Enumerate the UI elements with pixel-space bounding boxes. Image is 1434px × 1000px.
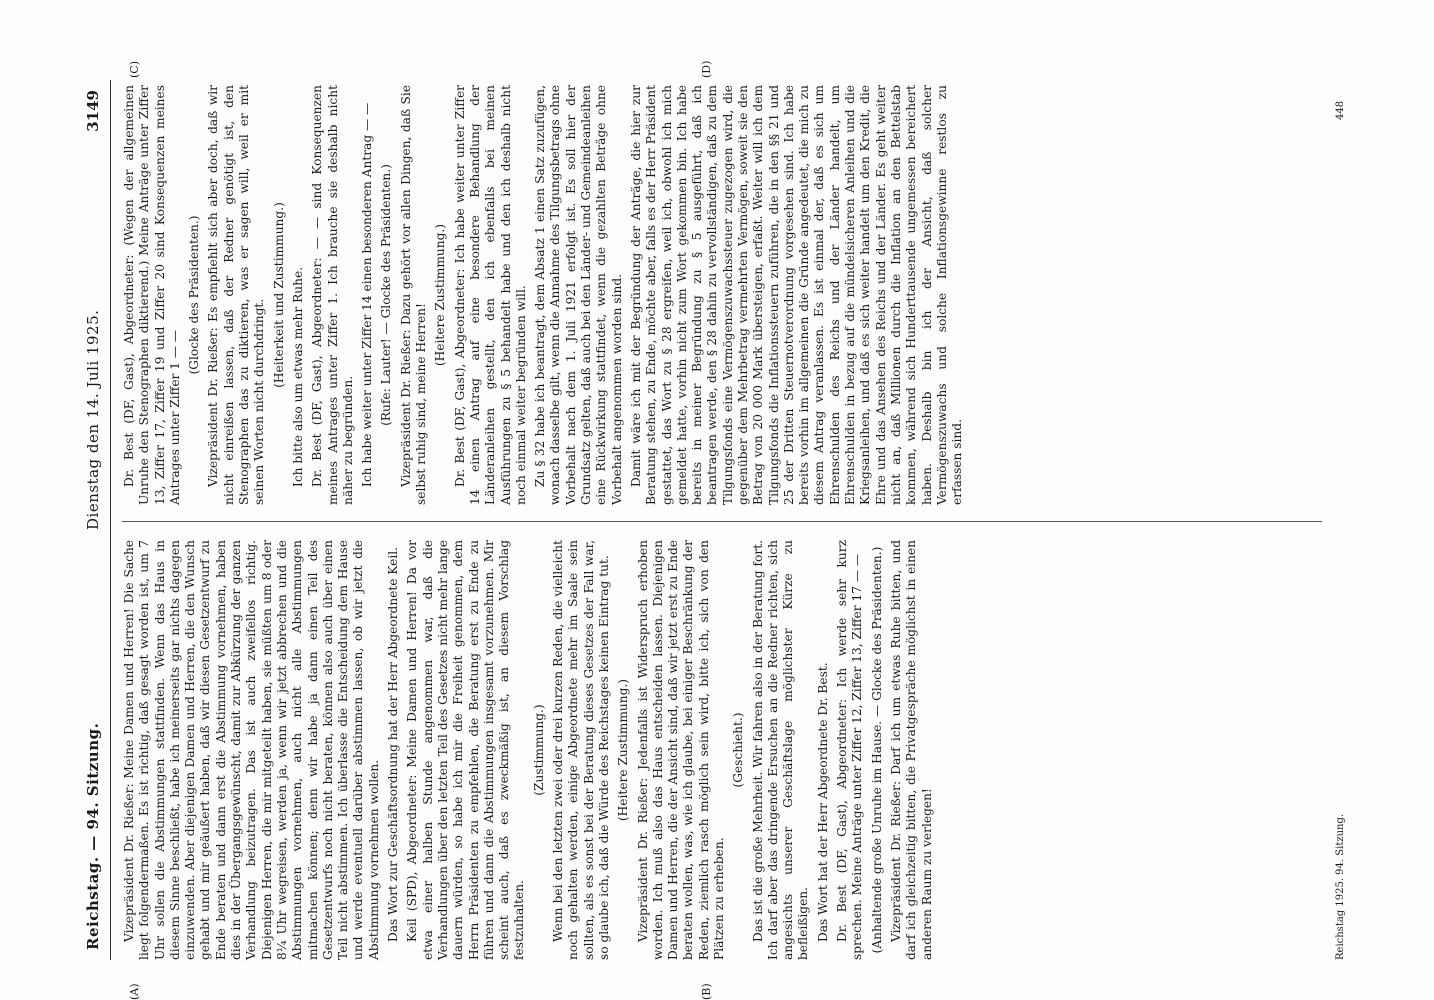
header-rule bbox=[110, 80, 111, 960]
column-rule bbox=[122, 521, 1322, 522]
paragraph: Ich habe weiter unter Ziffer 14 einen besonderen Antrag — — bbox=[360, 102, 375, 487]
paragraph: Vizepräsident Dr. Rießer: Meine Damen und Herren! Die Sache liegt folgendermaßen. Es ist richtig, daß gesagt worden ist, um 7 Uhr sollen die Abstimmungen stattfinden. Wenn das Haus in diesem Sinne beschließt, habe ich meinerseits gar nichts dagegen einzuwenden. Aber diejenigen Damen und Herren, die den Wunsch gehabt und mir geäußert haben, daß wir diesen Gesetzentwurf zu Ende beraten und dann erst die Abstimmung vornehmen, haben dies in der Übergangsgewünscht, damit zur Abkürzung der ganzen Verhandlung beizutragen. Das ist auch zweifellos richtig. Diejenigen Herren, die mir mitgeteilt haben, sie müßten um 8 oder 8¼ Uhr wegreisen, werden ja, wenn wir jetzt abbrechen und die Abstimmungen vornehmen, auch nicht alle Abstimmungen mitmachen können; denn wir habe ja dann einen Teil des Gesetzentwurfs noch nicht beraten, können also auch über einen Teil nicht abstimmen. Ich überlasse die Entscheidung dem Hause und werde eventuell darüber abstimmen lassen, ob wir jetzt die Abstimmung vornehmen wollen. bbox=[122, 540, 381, 960]
interjection: (Glocke des Präsidenten.) bbox=[187, 215, 202, 375]
interjection: (Zustimmung.) bbox=[531, 704, 546, 796]
interjection: (Anhaltende große Unruhe im Hause. — Glocke des Präsidenten.) bbox=[869, 546, 884, 954]
paragraph: Dr. Best (DF, Gast), Abgeordneter: (Wegen der allgemeinen Unruhe den Stenographen diktierend.) Meine Anträge unter Ziffer 13, Ziffer 17, Ziffer 19 und Ziffer 20 sind Konsequenzen meines Antrages unter Ziffer 1 — — bbox=[122, 85, 182, 505]
interjection: (Geschieht.) bbox=[731, 712, 746, 788]
header-left: Reichstag. — 94. Sitzung. bbox=[84, 722, 102, 950]
running-header bbox=[80, 80, 108, 960]
paragraph: Ich bitte also um etwas mehr Ruhe. bbox=[290, 266, 305, 487]
paragraph: Dr. Best (DF, Gast), Abgeordneter: — — sind Konsequenzen meines Antrages unter Ziffer 1. Ich brauche sie deshalb nicht näher zu begründen. bbox=[310, 85, 355, 505]
paragraph: Dr. Best (DF, Gast), Abgeordneter: Ich werde sehr kurz sprechen. Meine Anträge unter Ziffer 12, Ziffer 13, Ziffer 17 — — bbox=[835, 540, 865, 960]
margin-mark-b: (B) bbox=[700, 983, 713, 1000]
interjection: (Rufe: Lauter! — Glocke des Präsidenten.) bbox=[379, 164, 394, 426]
rotated-page bbox=[80, 60, 1370, 1000]
paragraph: Vizepräsident Dr. Rießer: Dazu gehört vor allen Dingen, daß Sie selbst ruhig sind, meine Herren! bbox=[398, 85, 429, 505]
paragraph: Das Wort hat der Herr Abgeordnete Dr. Best. bbox=[815, 662, 830, 942]
paragraph: Dr. Best (DF, Gast), Abgeordneter: Ich habe weiter unter Ziffer 14 einen Antrag auf eine besondere Behandlung der Länderanleihen gestellt, den ich ebenfalls bei meinen Ausführungen zu § 5 behandelt habe und den ich deshalb nicht noch einmal weiter begründen will. bbox=[452, 85, 528, 505]
paragraph: Zu § 32 habe ich beantragt, dem Absatz 1 einen Satz zuzufügen, wonach dasselbe gilt, wenn die Annahme des Tilgungsbetrags ohne Vorbehalt nach dem 1. Juli 1921 erfolgt ist. Es soll hier der Grundsatz gelten, daß auch bei den Länder- und Gemeindeanleihen eine Rückwirkung stattfindet, wenn die gezahlten Beträge ohne Vorbehalt angenommen worden sind. bbox=[533, 85, 624, 505]
paragraph: Wenn bei den letzten zwei oder drei kurzen Reden, die vielleicht noch gehalten werden, einige Abgeordnete mehr im Saale sein sollten, als es sonst bei der Beratung dieses Gesetzes der Fall war, so glaube ich, daß die Würde des Reichstages keinen Eintrag tut. bbox=[551, 540, 611, 960]
paragraph: Das ist die große Mehrheit. Wir fahren also in der Beratung fort. Ich darf aber das dringende Ersuchen an die Redner richten, sich angesichts unserer Geschäftslage möglichster Kürze zu befleißigen. bbox=[750, 540, 811, 960]
paragraph: Keil (SPD), Abgeordneter: Meine Damen und Herren! Da vor etwa einer halben Stunde angenommen war, daß die Verhandlungen über den letzten Teil des Gesetzes nicht mehr lange dauern würden, so habe ich mir die Freiheit genommen, dem Herrn Präsidenten zu empfehlen, die Beratung erst zu Ende zu führen und dann die Abstimmungen insgesamt vorzunehmen. Mir scheint auch, daß es zweckmäßig ist, an diesem Vorschlag festzuhalten. bbox=[405, 540, 527, 960]
page-number: 3149 bbox=[84, 90, 102, 132]
paragraph: Vizepräsident Dr. Rießer: Jedenfalls ist Widerspruch erhoben worden. Ich muß also das Haus entscheiden lassen. Diejenigen Damen und Herren, die der Ansicht sind, daß wir jetzt erst zu Ende beraten wollen, was, wie ich glaube, bei einiger Beschränkung der Reden, ziemlich rasch möglich sein wird, bitte ich, sich von den Plätzen zu erheben. bbox=[635, 540, 726, 960]
paragraph: Das Wort zur Geschäftsordnung hat der Herr Abgeordnete Keil. bbox=[386, 546, 401, 942]
footer-right: 448 bbox=[1335, 100, 1346, 120]
interjection: (Heitere Zustimmung.) bbox=[433, 223, 448, 367]
interjection: (Heiterkeit und Zustimmung.) bbox=[271, 202, 286, 388]
footer-left: Reichstag 1925. 94. Sitzung. bbox=[1335, 813, 1346, 960]
header-date: Dienstag den 14. Juli 1925. bbox=[84, 309, 102, 530]
funding-stamp bbox=[1418, 10, 1434, 990]
margin-mark-d: (D) bbox=[700, 60, 713, 78]
paragraph: Vizepräsident Dr. Rießer: Es empfiehlt sich aber doch, daß wir nicht einreißen lassen, daß der Redner genötigt ist, den Stenographen das zu diktieren, was er sagen will, weil er mit seinen Worten nicht durchdringt. bbox=[206, 85, 267, 505]
paragraph: Vizepräsident Dr. Rießer: Darf ich um etwas Ruhe bitten, und darf ich gleichzeitig bitten, die Privatgespräche möglichst in einen anderen Raum zu verlegen! bbox=[888, 540, 934, 960]
paragraph: Damit wäre ich mit der Begründung der Anträge, die hier zur Beratung stehen, zu Ende, möchte aber, falls es der Herr Präsident gestattet, das Wort zu § 28 ergreifen, weil ich, obwohl ich mich gemeldet hatte, vorhin nicht zum Wort gekommen bin. Ich habe bereits in meiner Begründung zu § 5 ausgeführt, daß ich beantragen werde, den § 28 dahin zu vervollständigen, daß zu dem Tilgungsfonds eine Vermögenszuwachssteuer zugezogen wird, die gegenüber dem Mehrbetrag vermehrten Vermögen, soweit sie den Betrag von 20 000 Mark übersteigen, erfaßt. Weiter will ich dem Tilgungsfonds die Inflationssteuern zuführen, die in den §§ 21 und 25 der Dritten Steuernotverordnung vorgesehen sind. Ich habe bereits vorhin im allgemeinen die Gründe angedeutet, die mich zu diesem Antrag veranlassen. Es ist einmal der, daß es sich um Ehrenschulden des Reichs und der Länder handelt, um Ehrenschulden in bezug auf die mündelsicheren Anleihen und die Kriegsanleihen, und daß es sich weiter handelt um den Kredit, die Ehre und das Ansehen des Reichs und der Länder. Es geht weiter nicht an, daß Millionen durch die Inflation an den Bettelstab kommen, während sich Hunderttausende ungemessen bereichert haben. Deshalb bin ich der Ansicht, daß solcher Vermögenszuwachs und solche Inflationsgewinne restlos zu erfassen sind. bbox=[628, 85, 965, 505]
margin-mark-a: (A) bbox=[128, 983, 141, 1000]
interjection: (Heitere Zustimmung.) bbox=[616, 678, 631, 822]
left-column bbox=[122, 540, 939, 960]
margin-mark-c: (C) bbox=[128, 61, 141, 78]
right-column bbox=[122, 85, 969, 505]
